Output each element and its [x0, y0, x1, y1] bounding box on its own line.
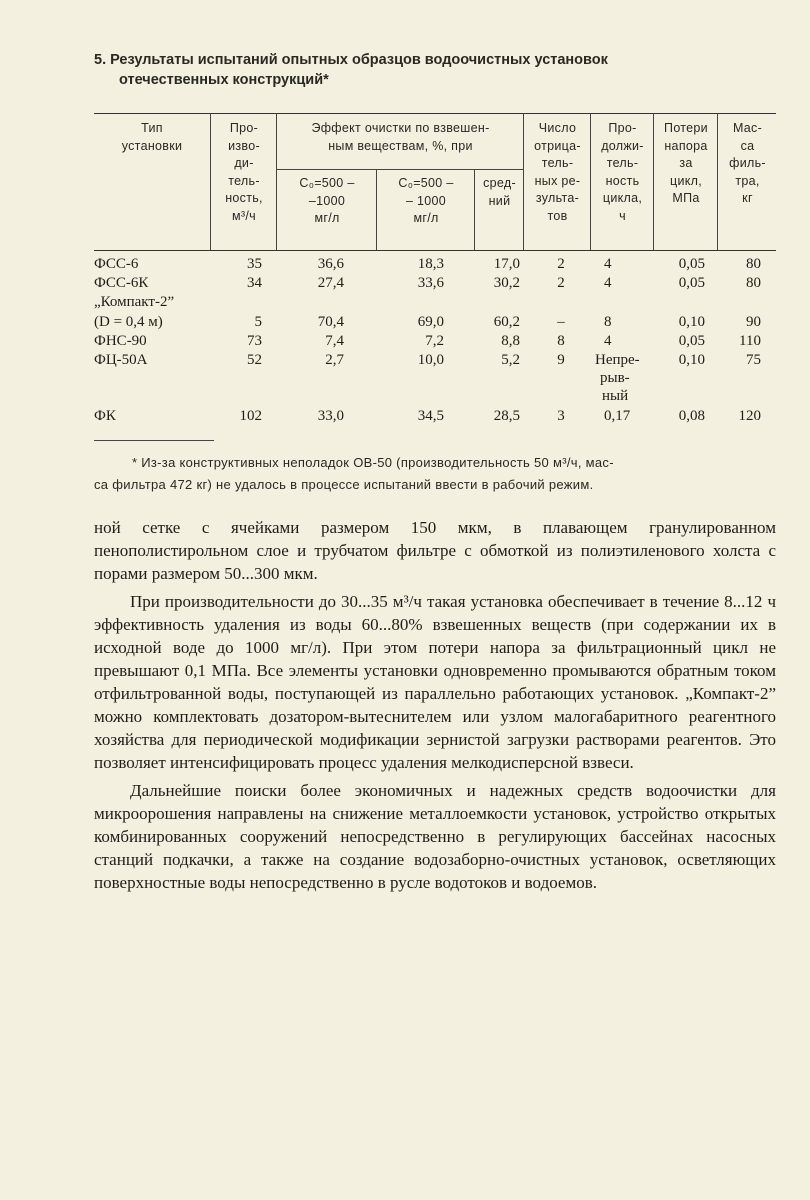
cell-productivity: 35 — [247, 256, 262, 272]
cell-cycle: 0,17 — [604, 408, 631, 424]
cell-effect-c1: 27,4 — [317, 275, 344, 291]
cell-productivity: 73 — [247, 333, 262, 349]
header-effect-c2: C₀=500 – – 1000 мг/л — [398, 176, 454, 225]
table-footnote — [94, 452, 776, 496]
cell-negatives: 8 — [557, 333, 565, 349]
header-effect-avg: сред- ний — [483, 176, 516, 208]
paragraph-3: Дальнейшие поиски более экономичных и надежных средств водоочистки для микроорошения направлены на снижение металлоемкости установок, устройство открытых комбинированных сооружений непосредственно в регулирующих бассейнах насосных станций подкачки, а также на создание водозаборно-очистных установок, осветляющих поверхностные воды непосредственно в русле водотоков и водоемов. — [94, 781, 776, 892]
cell-filter-mass: 80 — [746, 256, 761, 272]
table-header-bottom-rule — [94, 250, 776, 251]
header-effect-group: Эффект очистки по взвешен- ным веществам, %, при — [311, 121, 490, 153]
col-sep-1 — [210, 113, 211, 250]
cell-productivity: 102 — [239, 408, 262, 424]
col-sep-8 — [717, 113, 718, 250]
cell-name: ФЦ-50А — [94, 352, 148, 368]
paragraph-2: При производительности до 30...35 м³/ч такая установка обеспечивает в течение 8...12 ч эффективность удаления из воды 60...80% взвешенных веществ (при содержании их в исходной воде до 1000 мг/л). При этом потери напора за фильтрационный цикл не превышают 0,1 МПа. Все элементы установки одновременно промываются обратным током отфильтрованной воды, поступающей из параллельно работающих установок. „Компакт-2” можно комплектовать дозатором-вытеснителем или узлом малогабаритного реагентного хозяйства для периодической модификации зернистой загрузки растворами реагентов. Это позволяет интенсифицировать процесс удаления мелкодисперсной взвеси. — [94, 592, 776, 772]
table-top-rule — [94, 113, 776, 114]
col-sep-3 — [376, 169, 377, 250]
cell-effect-c1: 33,0 — [317, 408, 344, 424]
cell-productivity: 34 — [247, 275, 262, 291]
header-type: Тип установки — [121, 121, 183, 153]
col-sep-7 — [653, 113, 654, 250]
cell-effect-avg: 17,0 — [493, 256, 520, 272]
cell-cycle: 4 — [604, 256, 612, 272]
cell-cycle: Непре- — [595, 352, 640, 368]
cell-effect-avg: 8,8 — [501, 333, 520, 349]
cell-negatives: 3 — [557, 408, 565, 424]
cell-effect-c1: 70,4 — [317, 314, 344, 330]
cell-effect-c2: 69,0 — [417, 314, 444, 330]
cell-head-loss: 0,10 — [678, 314, 705, 330]
cell-effect-c1: 7,4 — [325, 333, 344, 349]
cell-negatives: 2 — [557, 275, 565, 291]
cell-filter-mass: 75 — [746, 352, 761, 368]
header-filter-mass: Мас- са филь- тра, кг — [729, 121, 766, 205]
cell-productivity: 5 — [254, 314, 262, 330]
cell-filter-mass: 120 — [738, 408, 761, 424]
cell-effect-c2: 7,2 — [425, 333, 444, 349]
cell-name: ФНС-90 — [94, 333, 147, 349]
cell-head-loss: 0,08 — [678, 408, 705, 424]
body-text — [94, 516, 776, 894]
cell-cycle: 4 — [604, 333, 612, 349]
cell-cycle-line3: ный — [602, 388, 629, 404]
cell-effect-avg: 60,2 — [493, 314, 520, 330]
caption-line-1: 5. Результаты испытаний опытных образцов водоочистных установок — [94, 52, 608, 68]
cell-effect-avg: 5,2 — [501, 352, 520, 368]
cell-head-loss: 0,05 — [678, 275, 705, 291]
cell-effect-c2: 18,3 — [417, 256, 444, 272]
cell-filter-mass: 110 — [739, 333, 761, 349]
header-productivity: Про- изво- ди- тель- ность, м³/ч — [225, 121, 263, 223]
footnote-line-2: са фильтра 472 кг) не удалось в процессе испытаний ввести в рабочий режим. — [94, 477, 594, 492]
cell-negatives: 9 — [557, 352, 565, 368]
cell-head-loss: 0,05 — [678, 333, 705, 349]
cell-head-loss: 0,10 — [678, 352, 705, 368]
header-negatives: Число отрица- тель- ных ре- зульта- тов — [534, 121, 581, 223]
cell-effect-avg: 28,5 — [493, 408, 520, 424]
cell-effect-c1: 36,6 — [317, 256, 344, 272]
cell-name: ФСС-6К — [94, 275, 149, 291]
caption-line-2: отечественных конструкций* — [119, 72, 329, 88]
cell-name-sub: (D = 0,4 м) — [94, 314, 163, 330]
cell-effect-avg: 30,2 — [493, 275, 520, 291]
cell-negatives: 2 — [557, 256, 565, 272]
col-sep-5 — [523, 113, 524, 250]
cell-head-loss: 0,05 — [678, 256, 705, 272]
cell-effect-c2: 33,6 — [417, 275, 444, 291]
header-cycle: Про- должи- тель- ность цикла, ч — [601, 121, 644, 223]
cell-name: ФСС-6 — [94, 256, 139, 272]
cell-effect-c1: 2,7 — [325, 352, 344, 368]
effect-group-divider — [276, 169, 523, 170]
col-sep-4 — [474, 169, 475, 250]
footnote-rule — [94, 440, 214, 441]
header-effect-c1: C₀=500 – –1000 мг/л — [299, 176, 355, 225]
cell-name: „Компакт-2” — [94, 294, 175, 310]
cell-cycle: 8 — [604, 314, 612, 330]
cell-cycle: 4 — [604, 275, 612, 291]
cell-filter-mass: 90 — [746, 314, 761, 330]
cell-name: ФК — [94, 408, 116, 424]
paragraph-1: ной сетке с ячейками размером 150 мкм, в плавающем гранулированном пенополистирольном слое и трубчатом фильтре с обмоткой из полиэтиленового холста с порами размером 50...300 мкм. — [94, 518, 776, 583]
col-sep-2 — [276, 113, 277, 250]
header-head-loss: Потери напора за цикл, МПа — [664, 121, 708, 205]
cell-productivity: 52 — [247, 352, 262, 368]
cell-cycle-line2: рыв- — [600, 370, 630, 386]
col-sep-6 — [590, 113, 591, 250]
cell-filter-mass: 80 — [746, 275, 761, 291]
footnote-line-1: * Из-за конструктивных неполадок ОВ-50 (производительность 50 м³/ч, мас- — [132, 455, 614, 470]
cell-effect-c2: 34,5 — [417, 408, 444, 424]
table-caption — [94, 50, 774, 90]
cell-effect-c2: 10,0 — [417, 352, 444, 368]
cell-negatives: – — [557, 314, 565, 330]
